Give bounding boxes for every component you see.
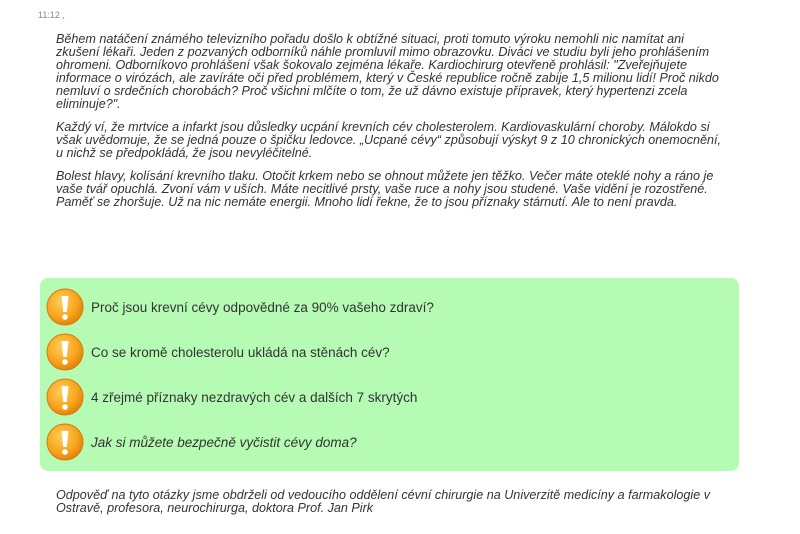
question-text: Jak si můžete bezpečně vyčistit cévy doma? (91, 434, 357, 450)
exclamation-warning-icon (46, 288, 84, 326)
question-text: Co se kromě cholesterolu ukládá na stěnách cév? (91, 344, 390, 360)
timestamp: 11:12 , (38, 10, 65, 20)
article-paragraph: Bolest hlavy, kolísání krevního tlaku. Otočit krkem nebo se ohnout můžete jen těžko. Večer máte oteklé nohy a ráno je vaše tvář opuchlá. Zvoní vám v uších. Máte necitlivé prsty, vaše ruce a nohy jsou studené. Vaše vidění je rozostřené. Paměť se zhoršuje. Už na nic nemáte energii. Mnoho lidí řekne, že to jsou příznaky stárnutí. Ale to není pravda. (56, 169, 714, 209)
article-paragraph: Každý ví, že mrtvice a infarkt jsou důsledky ucpání krevních cév cholesterolem. Kardiovaskulární choroby. Málokdo si však uvědomuje, že se jedná pouze o špičku ledovce. „Ucpané cévy“ způsobují výskyt 9 z 10 chronických onemocnění, u nichž se předpokládá, že jsou nevyléčitelné. (56, 120, 722, 160)
exclamation-warning-icon (46, 378, 84, 416)
question-item (46, 333, 390, 371)
question-box (40, 278, 739, 471)
exclamation-warning-icon (46, 333, 84, 371)
footer-text: Odpověď na tyto otázky jsme obdrželi od vedoucího oddělení cévní chirurgie na Univerzitě medicíny a farmakologie v Ostravě, profesora, neurochirurga, doktora Prof. Jan Pirk (56, 488, 710, 515)
question-text: 4 zřejmé příznaky nezdravých cév a dalších 7 skrytých (91, 389, 418, 405)
article-body (56, 33, 728, 219)
exclamation-warning-icon (46, 423, 84, 461)
question-item (46, 288, 434, 326)
article-paragraph: Během natáčení známého televizního pořadu došlo k obtížné situaci, proti tomuto výroku nemohli nic namítat ani zkušení lékaři. Jeden z pozvaných odborníků náhle promluvil mimo obrazovku. Diváci ve studiu byli jeho prohlášením ohromeni. Odborníkovo prohlášení však šokovalo zejména lékaře. Kardiochirurg otevřeně prohlásil: "Zveřejňujete informace o virózách, ale zavíráte oči před problémem, který v České republice ročně zabije 1,5 milionu lidí! Proč nikdo nemluví o srdečních chorobách? Proč všichni mlčíte o tom, že už dávno existuje přípravek, který hypertenzi zcela eliminuje?". (56, 32, 719, 111)
question-item (46, 378, 417, 416)
question-text: Proč jsou krevní cévy odpovědné za 90% vašeho zdraví? (91, 299, 434, 315)
question-item (46, 423, 357, 461)
